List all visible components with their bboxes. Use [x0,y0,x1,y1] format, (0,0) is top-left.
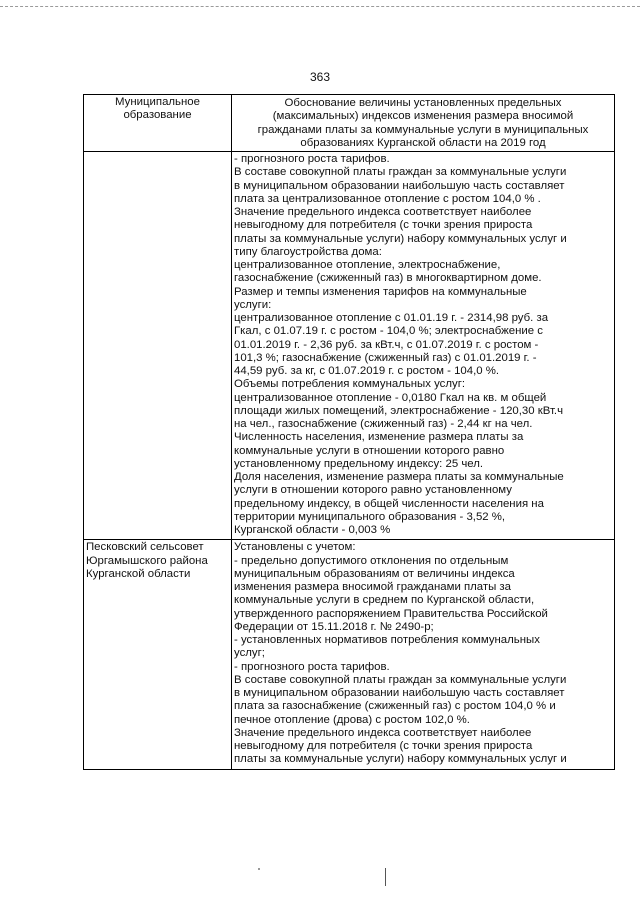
justification-line: изменения размера вносимой гражданами платы за [234,581,511,593]
justification-line: В составе совокупной платы граждан за коммунальные услуги [234,166,567,179]
table-row [84,152,615,540]
justification-line: 101,3 %; газоснабжение (сжиженный газ) с 01.01.2019 г. - [234,351,537,364]
justification-line: - установленных нормативов потребления коммунальных [234,634,540,646]
justification-cell [232,152,615,540]
municipality-cell [84,540,232,769]
header-line: образованиях Курганской области на 2019 год [300,136,546,149]
justification-line: - предельно допустимого отклонения по отдельным [234,554,509,567]
justification-line: - прогнозного роста тарифов. [234,660,390,673]
justification-line: централизованное отопление, электроснабжение, [234,259,501,271]
justification-line: на чел., газоснабжение (сжиженный газ) - 2,44 кг на чел. [234,418,533,430]
justification-line: Федерации от 15.11.2018 г. № 2490-р; [234,620,434,633]
justification-line: коммунальные услуги в отношении которого равно [234,444,505,457]
header-line: гражданами платы за коммунальные услуги в муниципальных [257,123,589,136]
justification-line: платы за коммунальные услуги) набору коммунальных услуг и [234,753,567,766]
justification-line: Курганской области - 0,003 % [234,524,391,536]
scan-mark [385,868,387,886]
justification-line: утвержденного распоряжением Правительства Российской [234,607,548,620]
justification-line: невыгодному для потребителя (с точки зрения прироста [234,219,533,232]
justification-line: В составе совокупной платы граждан за коммунальные услуги [234,673,567,686]
justification-line: территории муниципального образования - 3,52 %, [234,510,506,523]
tariff-justification-table [83,94,615,770]
header-municipality [84,95,232,152]
justification-line: в муниципальном образовании наибольшую часть составляет [234,687,565,699]
justification-line: Значение предельного индекса соответствует наиболее [234,726,532,739]
justification-line: 44,59 руб. за кг, с 01.07.2019 г. с ростом - 104,0 %. [234,365,500,377]
municipality-line: Курганской области [86,567,191,580]
justification-line: плата за газоснабжение (сжиженный газ) с ростом 104,0 % и [234,700,556,713]
justification-line: Численность населения, изменение размера платы за [234,431,524,444]
scan-speck [258,868,260,870]
justification-line: типу благоустройства дома: [234,245,382,258]
justification-line: площади жилых помещений, электроснабжение - 120,30 кВт.ч [234,404,564,417]
justification-line: централизованное отопление - 0,0180 Гкал на кв. м общей [234,391,547,404]
justification-line: невыгодному для потребителя (с точки зрения прироста [234,740,533,752]
justification-line: 01.01.2019 г. - 2,36 руб. за кВт.ч, с 01.07.2019 г. с ростом - [234,338,539,351]
justification-line: платы за коммунальные услуги) набору коммунальных услуг и [234,232,567,245]
justification-line: - прогнозного роста тарифов. [234,153,390,165]
justification-line: газоснабжение (сжиженный газ) в многоквартирном доме. [234,272,542,285]
justification-line: услуг; [234,647,265,660]
justification-line: печное отопление (дрова) с ростом 102,0 %. [234,713,470,726]
justification-line: в муниципальном образовании наибольшую часть составляет [234,179,565,192]
justification-line: централизованное отопление с 01.01.19 г. - 2314,98 руб. за [234,312,549,324]
table-header-row [84,95,615,152]
header-justification [232,95,615,152]
municipality-line: Юргамышского района [86,554,208,567]
justification-line: предельному индексу, в общей численности населения на [234,497,544,510]
justification-cell [232,540,615,769]
justification-line: коммунальные услуги в среднем по Курганской области, [234,594,535,607]
municipality-cell [84,152,232,540]
header-line: Муниципальное [115,96,200,108]
justification-line: плата за централизованное отопление с ростом 104,0 % . [234,192,541,205]
header-line: (максимальных) индексов изменения размера вносимой [272,110,574,123]
justification-line: Размер и темпы изменения тарифов на коммунальные [234,285,527,298]
justification-line: муниципальным образованиям от величины индекса [234,567,515,580]
table-row [84,540,615,769]
justification-line: услуги: [234,298,272,311]
scan-edge-line [0,6,640,7]
justification-line: Гкал, с 01.07.19 г. с ростом - 104,0 %; электроснабжение с [234,325,543,338]
header-line: Обоснование величины установленных предельных [284,97,562,109]
page-number: 363 [309,70,331,84]
justification-line: установленному предельному индексу: 25 чел. [234,457,484,470]
municipality-line: Песковский сельсовет [86,541,204,554]
justification-line: услуги в отношении которого равно установленному [234,484,512,497]
justification-line: Значение предельного индекса соответствует наиболее [234,206,532,218]
justification-line: Доля населения, изменение размера платы за коммунальные [234,471,564,483]
justification-line: Объемы потребления коммунальных услуг: [234,378,466,391]
header-line: образование [123,109,192,122]
justification-line: Установлены с учетом: [234,541,356,554]
